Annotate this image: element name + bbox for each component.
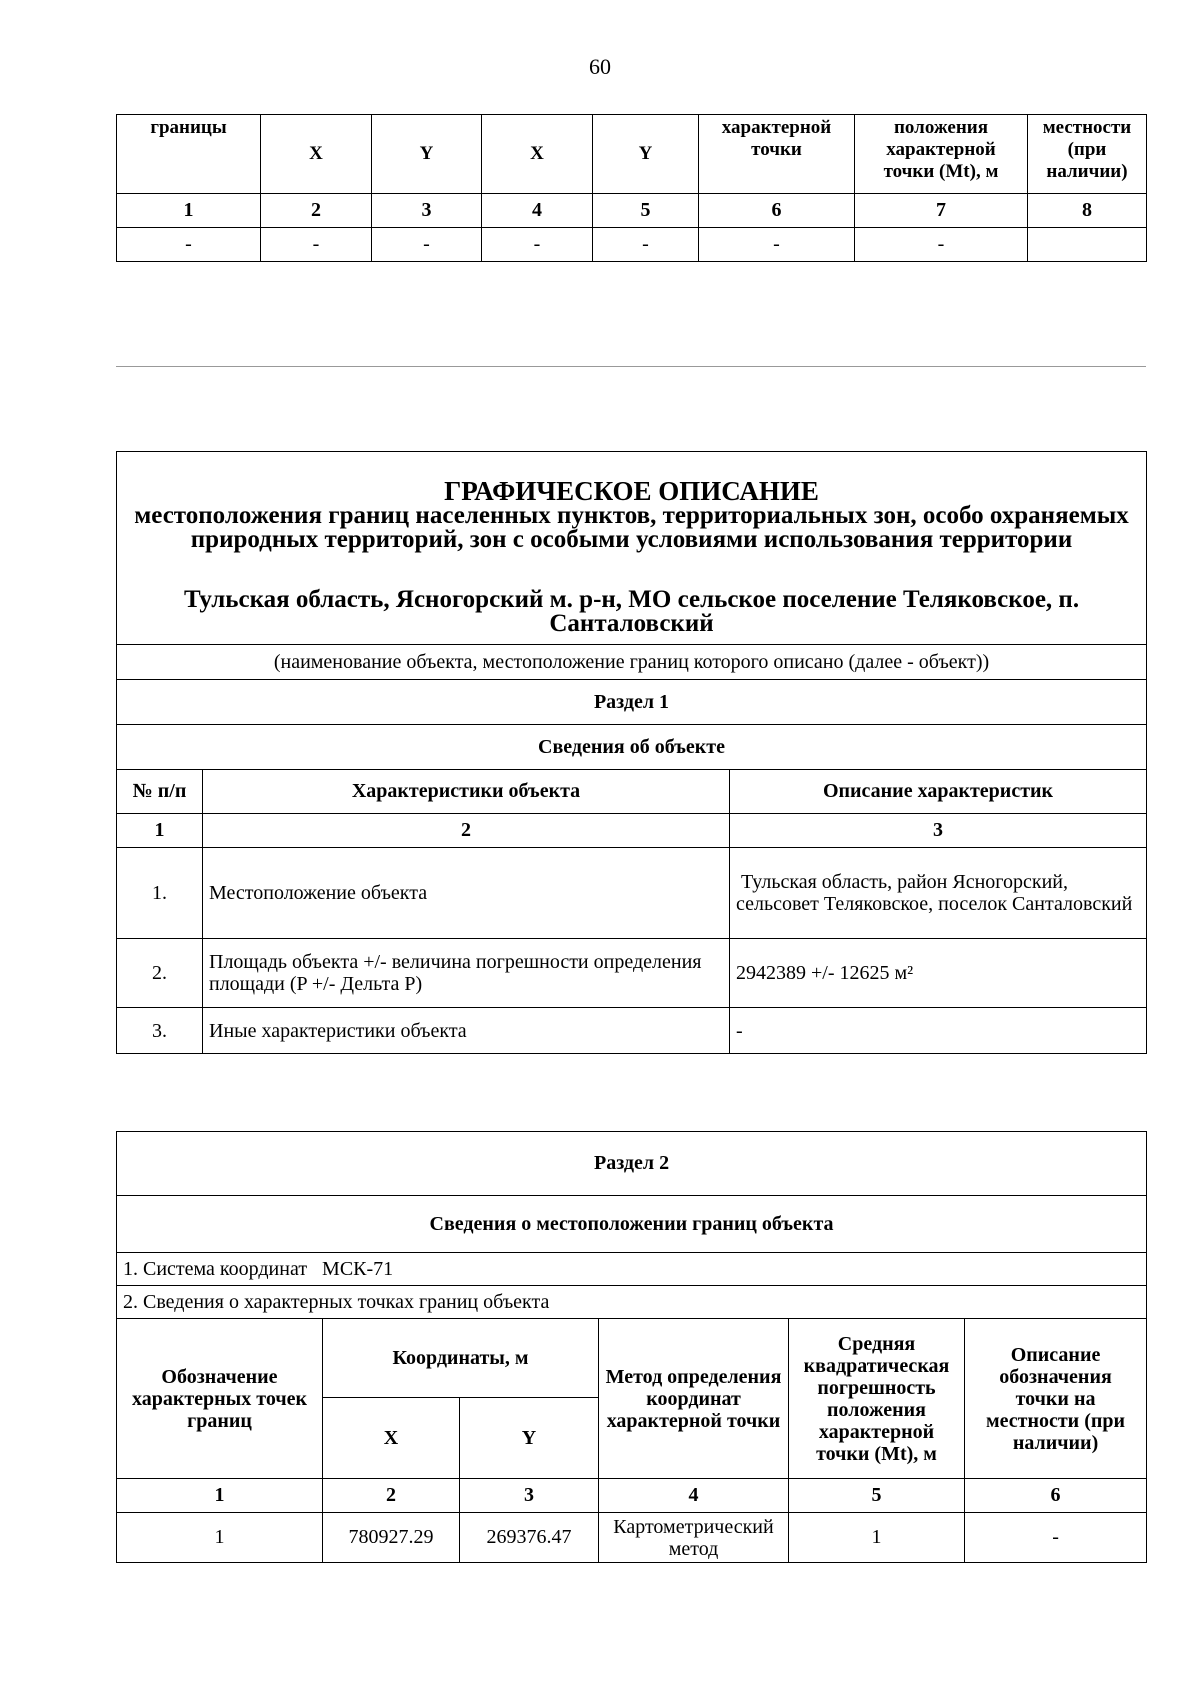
data-cell: - [593, 228, 699, 262]
row-description: - [730, 1008, 1147, 1054]
header-point-description: Описание обозначения точки на местности (при наличии) [965, 1319, 1147, 1479]
number-cell: 4 [482, 194, 593, 228]
column-number: 1 [117, 814, 203, 848]
header-x-old: X [261, 115, 372, 194]
number-cell: 6 [699, 194, 855, 228]
document-subtitle: местоположения границ населенных пунктов, территориальных зон, особо охраняемых природных территорий, зон с особыми условиями использования территории [134, 502, 1129, 553]
data-cell: - [261, 228, 372, 262]
data-cell: - [855, 228, 1028, 262]
points-info: 2. Сведения о характерных точках границ объекта [117, 1286, 1147, 1319]
column-header-characteristic: Характеристики объекта [203, 770, 730, 814]
column-number: 3 [460, 1479, 599, 1513]
header-y-new: Y [593, 115, 699, 194]
table-row [117, 1513, 1147, 1563]
coordinate-system: 1. Система координат МСК-71 [117, 1253, 1147, 1286]
continuation-number-row [117, 194, 1147, 228]
header-mean-error: Средняя квадратическая погрешность положения характерной точки (Mt), м [789, 1319, 965, 1479]
number-cell: 7 [855, 194, 1028, 228]
column-number: 4 [599, 1479, 789, 1513]
continuation-header-row [117, 115, 1147, 194]
header-border: границы [117, 115, 261, 194]
page-number: 60 [589, 54, 611, 79]
object-note: (наименование объекта, местоположение границ которого описано (далее - объект)) [117, 645, 1147, 680]
point-id: 1 [117, 1513, 323, 1563]
point-error: 1 [789, 1513, 965, 1563]
header-point-designation: Обозначение характерных точек границ [117, 1319, 323, 1479]
document-title-block [117, 452, 1147, 645]
row-number: 2. [117, 939, 203, 1008]
row-description: 2942389 +/- 12625 м² [730, 939, 1147, 1008]
number-cell: 8 [1028, 194, 1147, 228]
point-method: Картометрический метод [599, 1513, 789, 1563]
data-cell: - [372, 228, 482, 262]
header-y: Y [460, 1398, 599, 1479]
point-description: - [965, 1513, 1147, 1563]
object-name: Тульская область, Ясногорский м. р-н, МО сельское поселение Теляковское, п. Санталовский [183, 586, 1080, 637]
data-cell [1028, 228, 1147, 262]
row-description: Тульская область, район Ясногорский, сельсовет Теляковское, поселок Санталовский [730, 848, 1147, 939]
number-cell: 2 [261, 194, 372, 228]
point-y: 269376.47 [460, 1513, 599, 1563]
data-cell: - [482, 228, 593, 262]
header-x: X [323, 1398, 460, 1479]
table-row [117, 939, 1147, 1008]
section2-heading: Раздел 2 [117, 1132, 1147, 1196]
row-number: 3. [117, 1008, 203, 1054]
section1-heading: Раздел 1 [117, 680, 1147, 725]
continuation-data-row [117, 228, 1147, 262]
table-row [117, 848, 1147, 939]
column-number: 1 [117, 1479, 323, 1513]
section1-table [116, 451, 1147, 1054]
section2-table [116, 1131, 1147, 1563]
data-cell: - [699, 228, 855, 262]
column-header-description: Описание характеристик [730, 770, 1147, 814]
data-cell: - [117, 228, 261, 262]
header-locality: местности (при наличии) [1028, 115, 1147, 194]
header-y-old: Y [372, 115, 482, 194]
header-x-new: X [482, 115, 593, 194]
header-method: Метод определения координат характерной точки [599, 1319, 789, 1479]
column-header-number: № п/п [117, 770, 203, 814]
section1-subheading: Сведения об объекте [117, 725, 1147, 770]
number-cell: 1 [117, 194, 261, 228]
column-number: 6 [965, 1479, 1147, 1513]
header-char-point: характерной точки [699, 115, 855, 194]
column-number: 3 [730, 814, 1147, 848]
document-title: ГРАФИЧЕСКОЕ ОПИСАНИЕ [444, 476, 819, 506]
section2-subheading: Сведения о местоположении границ объекта [117, 1196, 1147, 1253]
column-number: 2 [323, 1479, 460, 1513]
row-characteristic: Площадь объекта +/- величина погрешности определения площади (P +/- Дельта P) [203, 939, 730, 1008]
header-coordinates: Координаты, м [323, 1319, 599, 1398]
row-number: 1. [117, 848, 203, 939]
column-number: 2 [203, 814, 730, 848]
point-x: 780927.29 [323, 1513, 460, 1563]
page-separator [116, 366, 1146, 367]
row-characteristic: Местоположение объекта [203, 848, 730, 939]
column-number: 5 [789, 1479, 965, 1513]
number-cell: 5 [593, 194, 699, 228]
table-row [117, 1008, 1147, 1054]
header-position: положения характерной точки (Mt), м [855, 115, 1028, 194]
row-characteristic: Иные характеристики объекта [203, 1008, 730, 1054]
continuation-table [116, 114, 1147, 262]
number-cell: 3 [372, 194, 482, 228]
